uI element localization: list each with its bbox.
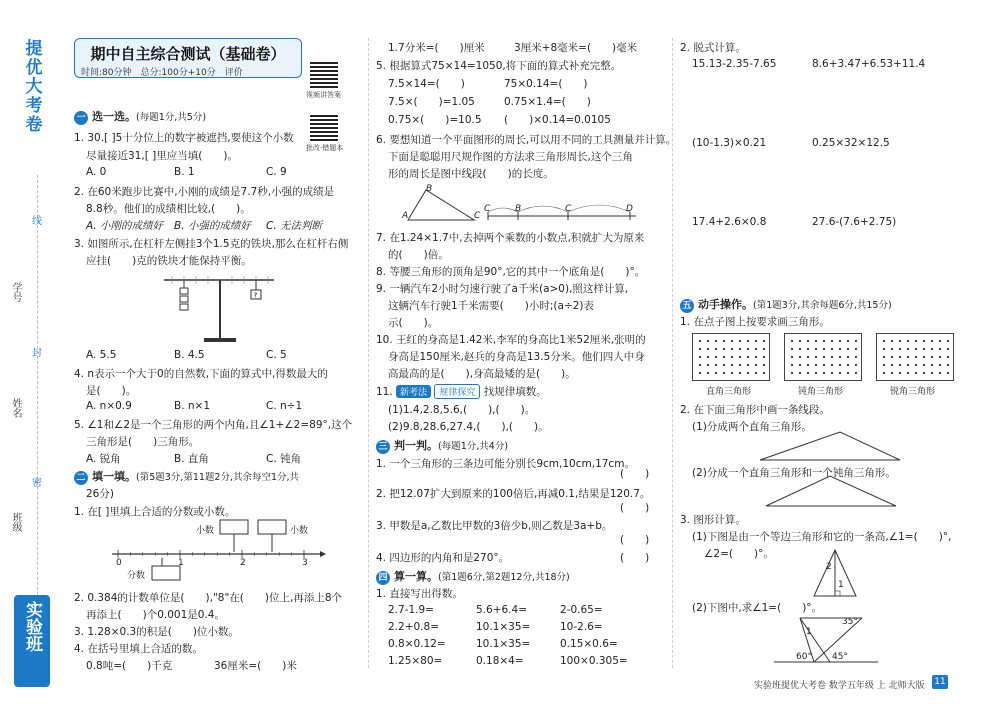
qr-caption-1: 视频讲答案: [306, 91, 341, 99]
q2-option-a: A. 小刚的成绩好: [86, 220, 164, 232]
f11-number: 11.: [376, 386, 393, 398]
op2-text: 2. 在下面三角形中画一条线段。: [680, 404, 830, 416]
section-1-heading: [74, 108, 206, 125]
f5-r3c2: ( )×0.14=0.0105: [504, 114, 611, 126]
section-2-heading: [74, 468, 299, 485]
calc-r1c1: 2.7-1.9=: [388, 604, 434, 616]
nl-tick-2: 2: [240, 558, 246, 568]
nl-label-fraction: 分数: [127, 571, 146, 581]
judge-4: 4. 四边形的内角和是270°。: [376, 552, 510, 564]
f10-line2: 身高是150厘米,赵兵的身高是13.5分米。他们四人中身: [388, 351, 645, 363]
f2-line2: 再添上( )个0.001是0.4。: [86, 609, 225, 621]
section-badge: 二: [74, 471, 88, 485]
f4-item-3: 1.7分米=( )厘米: [388, 42, 485, 54]
section-title: 选一选。: [92, 110, 136, 123]
f9-line1: 9. 一辆汽车2小时匀速行驶了a千米(a>0),照这样计算,: [376, 283, 629, 295]
binding-mark-3: 密: [32, 478, 42, 489]
calc-r4c2: 0.18×4=: [476, 655, 524, 667]
calc-2-text: 2. 脱式计算。: [680, 42, 746, 54]
calc-r3c3: 0.15×0.6=: [560, 638, 618, 650]
nl-tick-0: 0: [116, 558, 122, 568]
angle-label-1: 1: [806, 627, 812, 637]
q3-line2: 应挂( )克的铁块才能保持平衡。: [86, 255, 252, 267]
f7-line1: 7. 在1.24×1.7中,去掉两个乘数的小数点,积就扩大为原来: [376, 232, 645, 244]
pattern-tag: 规律探究: [434, 384, 480, 399]
section-badge: 一: [74, 111, 88, 125]
op3-text: 3. 图形计算。: [680, 514, 746, 526]
q5-line1: 5. ∠1和∠2是一个三角形的两个内角,且∠1+∠2=89°,这个: [74, 419, 353, 431]
section-4-heading: [376, 568, 570, 585]
op3-part1-cont: ∠2=( )°。: [704, 548, 774, 560]
q1-option-b: B. 1: [174, 166, 195, 178]
grid-cap-right: 直角三角形: [706, 387, 752, 397]
calc-r3c2: 10.1×35=: [476, 638, 531, 650]
seg-label-c2: C: [565, 204, 572, 214]
q2-line2: 8.8秒。他们的成绩相比较,( )。: [86, 203, 251, 215]
qr-code-video[interactable]: [310, 60, 338, 88]
q1-line1: 1. 30.[ ]5十分位上的数字被遮挡,要使这个小数: [74, 132, 294, 144]
tri-label-a: A: [402, 211, 409, 221]
page-title: 期中自主综合测试（基础卷）: [90, 45, 286, 63]
exam-meta: 时间:80分钟 总分:100分+10分 评价: [81, 68, 243, 78]
f5-r1c1: 7.5×14=( ): [388, 78, 465, 90]
f4-text: 4. 在括号里填上合适的数。: [74, 643, 203, 655]
q1-option-a: A. 0: [86, 166, 107, 178]
section-title: 算一算。: [394, 570, 438, 583]
label-class: 班级: [10, 512, 21, 532]
judge-4-answer[interactable]: ( ): [620, 552, 650, 564]
label-name: 姓名: [10, 398, 21, 418]
section-badge: 五: [680, 299, 694, 313]
f7-line2: 的( )倍。: [388, 249, 449, 261]
section-note: (第5题3分,第11题2分,其余每空1分,共: [136, 472, 300, 483]
dot-grid-right[interactable]: [692, 333, 770, 381]
section-title: 填一填。: [92, 470, 136, 483]
f11-item-1: (1)1.4,2.8,5.6,( ),( )。: [388, 404, 536, 416]
nl-tick-1: 1: [178, 558, 184, 568]
calc-r2c3: 10-2.6=: [560, 621, 603, 633]
brand-top: 提优大考卷: [25, 39, 43, 135]
op2-part1: (1)分成两个直角三角形。: [692, 421, 812, 433]
judge-2-answer[interactable]: ( ): [620, 502, 650, 514]
binding-mark-1: 线: [32, 216, 42, 227]
grid-cap-obtuse: 钝角三角形: [798, 387, 844, 397]
section-note: (第1题6分,第2题12分,共18分): [438, 572, 570, 583]
op1-text: 1. 在点子图上按要求画三角形。: [680, 316, 830, 328]
step-r2c1: (10-1.3)×0.21: [692, 137, 767, 149]
grid-cap-acute: 锐角三角形: [890, 387, 936, 397]
f5-text: 5. 根据算式75×14=1050,将下面的算式补充完整。: [376, 60, 622, 72]
f5-r3c1: 0.75×( )=10.5: [388, 114, 482, 126]
section-2-note-cont: 26分): [86, 488, 114, 500]
f5-r1c2: 75×0.14=( ): [504, 78, 588, 90]
judge-1: 1. 一个三角形的三条边可能分别长9cm,10cm,17cm。: [376, 458, 635, 470]
q3-option-a: A. 5.5: [86, 349, 117, 361]
f6-line1: 6. 要想知道一个平面图形的周长,可以用不同的工具测量并计算。: [376, 134, 677, 146]
judge-2: 2. 把12.07扩大到原来的100倍后,再减0.1,结果是120.7。: [376, 488, 651, 500]
calc-r2c1: 2.2+0.8=: [388, 621, 439, 633]
q1-option-c: C. 9: [266, 166, 287, 178]
f3-text: 3. 1.28×0.3的积是( )位小数。: [74, 626, 239, 638]
f4-item-2: 36厘米=( )米: [214, 660, 297, 672]
dot-grid-obtuse[interactable]: [784, 333, 862, 381]
angle-figure: [772, 612, 882, 666]
binding-strip: [0, 0, 62, 711]
calc-r2c2: 10.1×35=: [476, 621, 531, 633]
step-r3c2: 27.6-(7.6+2.75): [812, 216, 897, 228]
op3-part1: (1)下图是由一个等边三角形和它的一条高,∠1=( )°,: [692, 531, 952, 543]
q3-option-b: B. 4.5: [174, 349, 205, 361]
f2-line1: 2. 0.384的计数单位是( ),"8"在( )位上,再添上8个: [74, 592, 342, 604]
binding-mark-2: 封: [32, 348, 42, 359]
f11-heading: [376, 384, 547, 399]
svg-text:?: ?: [253, 291, 258, 300]
angle-label-35: 35°: [842, 617, 858, 627]
section-note: (第1题3分,其余每题6分,共15分): [753, 300, 892, 311]
section-badge: 四: [376, 571, 390, 585]
step-r2c2: 0.25×32×12.5: [812, 137, 890, 149]
section-note: (每题1分,共5分): [136, 112, 207, 123]
q2-line1: 2. 在60米跑步比赛中,小刚的成绩是7.7秒,小强的成绩是: [74, 186, 335, 198]
op3-part2: (2)下图中,求∠1=( )°。: [692, 602, 823, 614]
section-5-heading: [680, 296, 892, 313]
column-divider-1: [368, 38, 369, 668]
section-title: 动手操作。: [698, 298, 753, 311]
section-3-heading: [376, 437, 508, 454]
footer-text: 实验班提优大考卷 数学五年级 上 北师大版: [754, 681, 925, 691]
title-box: [74, 38, 302, 78]
eq-angle-2: 2: [826, 562, 832, 572]
page-number: 11: [932, 675, 948, 689]
dot-grid-acute[interactable]: [876, 333, 954, 381]
f6-line2: 下面是聪聪用尺规作图的方法求三角形周长,这个三角: [388, 151, 633, 163]
seg-label-c: C: [484, 204, 491, 214]
q4-option-a: A. n×0.9: [86, 400, 132, 412]
section-note: (每题1分,共4分): [438, 441, 509, 452]
f10-line3: 高最高的是( ),身高最矮的是( )。: [388, 368, 576, 380]
f4-item-1: 0.8吨=( )千克: [86, 660, 173, 672]
f11-item-2: (2)9.8,28.6,27.4,( ),( )。: [388, 421, 549, 433]
judge-3-answer[interactable]: ( ): [620, 534, 650, 546]
tri-label-b: B: [426, 184, 433, 194]
q3-line1: 3. 如图所示,在杠杆左侧挂3个1.5克的铁块,那么在杠杆右侧: [74, 238, 349, 250]
section-title: 判一判。: [394, 439, 438, 452]
step-r3c1: 17.4+2.6×0.8: [692, 216, 767, 228]
q5-line2: 三角形是( )三角形。: [86, 436, 200, 448]
f5-r2c2: 0.75×1.4=( ): [504, 96, 591, 108]
q1-line2: 尽量接近31,[ ]里应当填( )。: [86, 150, 238, 162]
op2-part2: (2)分成一个直角三角形和一个钝角三角形。: [692, 467, 896, 479]
step-r1c1: 15.13-2.35-7.65: [692, 58, 777, 70]
calc-r4c3: 100×0.305=: [560, 655, 628, 667]
binding-line: [37, 175, 38, 615]
f8-text: 8. 等腰三角形的顶角是90°,它的其中一个底角是( )°。: [376, 266, 646, 278]
qr-code-errors[interactable]: [310, 113, 338, 141]
brand-bottom-text: 实验班: [22, 601, 42, 652]
f1-text: 1. 在[ ]里填上合适的分数或小数。: [74, 506, 236, 518]
calc-1-text: 1. 直接写出得数。: [376, 588, 463, 600]
q3-option-c: C. 5: [266, 349, 287, 361]
eq-angle-1: 1: [838, 580, 844, 590]
q5-option-b: B. 直角: [174, 453, 209, 465]
step-r1c2: 8.6+3.47+6.53+11.4: [812, 58, 926, 70]
lever-figure: [160, 268, 280, 344]
q4-line1: 4. n表示一个大于0的自然数,下面的算式中,得数最大的: [74, 368, 328, 380]
f10-line1: 10. 王红的身高是1.42米,李军的身高比1米52厘米,张明的: [376, 334, 646, 346]
q5-option-a: A. 锐角: [86, 453, 121, 465]
q5-option-c: C. 钝角: [266, 453, 302, 465]
f11-text: 找规律填数。: [483, 386, 547, 398]
calc-r1c2: 5.6+6.4=: [476, 604, 527, 616]
label-student-no: 学号: [10, 282, 21, 302]
tri-label-c: C: [474, 211, 481, 221]
equilateral-figure: [810, 548, 860, 600]
angle-label-60: 60°: [796, 652, 812, 662]
brand-bottom: [14, 595, 50, 687]
calc-r1c3: 2-0.65=: [560, 604, 603, 616]
calc-r4c1: 1.25×80=: [388, 655, 443, 667]
f6-line3: 形的周长是图中线段( )的长度。: [388, 168, 554, 180]
q4-option-b: B. n×1: [174, 400, 211, 412]
nl-label-decimal-1: 小数: [196, 526, 215, 536]
judge-1-answer[interactable]: ( ): [620, 468, 650, 480]
f4-item-4: 3厘米+8毫米=( )毫米: [514, 42, 638, 54]
f5-r2c1: 7.5×( )=1.05: [388, 96, 475, 108]
q4-option-c: C. n÷1: [266, 400, 303, 412]
qr-caption-2: 批改·错题本: [306, 144, 344, 152]
seg-label-b: B: [515, 204, 522, 214]
new-method-tag: 新考法: [396, 385, 431, 398]
q2-option-c: C. 无法判断: [266, 220, 323, 232]
seg-label-d: D: [626, 204, 633, 214]
section-badge: 三: [376, 440, 390, 454]
judge-3: 3. 甲数是a,乙数比甲数的3倍少b,则乙数是3a+b。: [376, 520, 613, 532]
q2-option-b: B. 小强的成绩好: [174, 220, 251, 232]
nl-tick-3: 3: [302, 558, 308, 568]
angle-label-45: 45°: [832, 652, 848, 662]
f9-line3: 示( )。: [388, 317, 439, 329]
calc-r3c1: 0.8×0.12=: [388, 638, 446, 650]
f9-line2: 这辆汽车行驶1千米需要( )小时;(a÷2)表: [388, 300, 595, 312]
nl-label-decimal-2: 小数: [290, 526, 309, 536]
q4-line2: 是( )。: [86, 385, 137, 397]
